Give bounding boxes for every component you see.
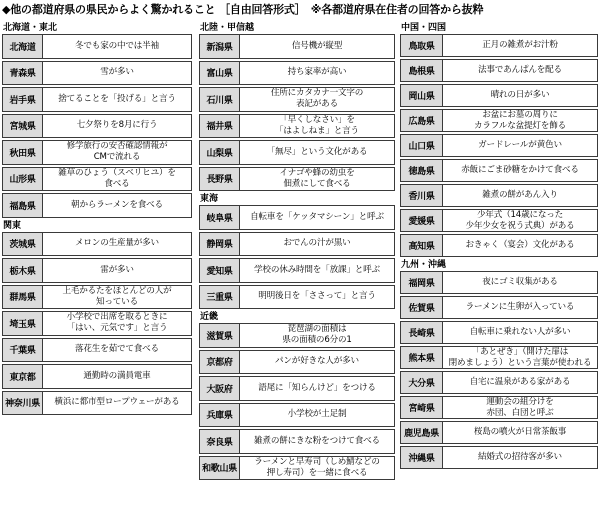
prefecture-label: 佐賀県 [401,297,443,318]
answer-text: イナゴや蜂の幼虫を 佃煮にして食べる [279,167,355,189]
prefecture-label: 鳥取県 [401,35,443,56]
region-heading: 近畿 [200,312,219,322]
prefecture-label: 徳島県 [401,160,443,181]
prefecture-label: 沖縄県 [401,447,443,468]
answer-text: 捨てることを「投げる」と言う [58,93,176,104]
answer-text: 桜島の噴火が日常茶飯事 [473,427,567,437]
answer-text: 雪が多い [100,67,134,78]
prefecture-label: 山梨県 [200,141,240,164]
table-row [400,421,598,444]
answer-text: 琵琶湖の面積は 県の面積の6分の1 [282,324,352,346]
table-row [2,193,192,218]
column-2 [199,22,395,482]
prefecture-label: 秋田県 [3,141,43,164]
answer-text: ラーメンと早寿司（しめ鯖などの 押し寿司）を一緒に食べる [254,456,380,478]
page-title: ◆他の都道府県の県民からよく驚かれること ［自由回答形式］ ※各都道府県在住者の回答から抜粋 [2,3,484,16]
answer-text: 信号機が縦型 [291,40,343,51]
table-row [400,271,598,294]
prefecture-label: 宮城県 [3,115,43,138]
answer-text: 雷が多い [100,264,134,275]
answer-text: 学校の休み時間を「放課」と呼ぶ [254,264,380,275]
table-row [400,321,598,344]
table-row [400,59,598,82]
answer-text: 落花生を茹でて食べる [75,344,159,355]
prefecture-label: 長崎県 [401,322,443,343]
table-row [400,109,598,132]
table-row [2,61,192,86]
table-row [2,232,192,257]
prefecture-label: 栃木県 [3,259,43,282]
answer-text: パンが好きな人が多い [275,356,359,367]
table-row [199,34,395,59]
table-row [199,429,395,454]
prefecture-label: 東京都 [3,365,43,388]
table-row [400,371,598,394]
prefecture-label: 和歌山県 [200,457,240,480]
answer-text: 夜にゴミ収集がある [482,277,558,287]
table-row [2,34,192,59]
table-row [199,323,395,348]
prefecture-label: 岡山県 [401,85,443,106]
table-row [199,61,395,86]
answer-text: 結婚式の招待客が多い [478,452,562,462]
table-row [199,376,395,401]
table-row [2,391,192,416]
table-row [400,84,598,107]
prefecture-label: 青森県 [3,62,43,85]
answer-text: 住所にカタカナ一文字の 表記がある [270,88,364,110]
prefecture-label: 大阪府 [200,377,240,400]
table-row [199,403,395,428]
table-row [2,285,192,310]
table-row [400,159,598,182]
table-row [199,167,395,192]
answer-text: 横浜に都市型ロープウェーがある [54,397,180,408]
prefecture-label: 静岡県 [200,233,240,256]
table-row [400,396,598,419]
answer-text: 小学校が土足制 [287,409,347,420]
table-row [400,296,598,319]
prefecture-label: 新潟県 [200,35,240,58]
table-row [199,456,395,481]
table-row [400,134,598,157]
region-heading: 関東 [3,220,22,231]
table-row [199,350,395,375]
region-heading: 中国・四国 [401,23,447,33]
answer-text: 正月の雑煮がお汁粉 [482,40,558,50]
table-row [199,258,395,283]
answer-text: 雑煮の餅にきな粉をつけて食べる [254,435,380,446]
prefecture-label: 千葉県 [3,339,43,362]
region-heading: 東海 [200,194,219,204]
answer-text: 雑草のひょう（スベリヒユ）を 食べる [58,167,176,189]
prefecture-label: 高知県 [401,235,443,256]
answer-text: 雑煮の餅があん入り [482,190,558,200]
table-row [2,338,192,363]
prefecture-label: 奈良県 [200,430,240,453]
prefecture-label: 広島県 [401,110,443,131]
answer-text: お盆にお墓の周りに カラフルな盆提灯を飾る [474,109,566,131]
column-3 [400,22,598,471]
prefecture-label: 島根県 [401,60,443,81]
answer-text: 「無尽」という文化がある [266,146,368,157]
answer-text: 朝からラーメンを食べる [71,199,163,210]
table-row [199,140,395,165]
answer-text: 語尾に「知らんけど」をつける [258,382,376,393]
prefecture-label: 香川県 [401,185,443,206]
answer-text: 晴れの日が多い [490,90,550,100]
prefecture-label: 福井県 [200,115,240,138]
answer-text: 「早くしなさい」を 「はよしねま」と言う [275,114,359,136]
answer-text: 持ち家率が高い [287,67,347,78]
answer-text: 七夕祭りを8月に行う [76,120,158,131]
table-row [2,364,192,389]
table-row [400,209,598,232]
column-1 [2,22,192,417]
table-row [2,167,192,192]
prefecture-label: 愛知県 [200,259,240,282]
answer-text: おでんの汁が黒い [283,238,351,249]
prefecture-label: 山口県 [401,135,443,156]
region-heading: 九州・沖縄 [401,260,447,270]
prefecture-label: 長野県 [200,168,240,191]
answer-text: 赤飯にごま砂糖をかけて食べる [461,165,579,175]
answer-text: 冬でも家の中では半袖 [75,40,159,51]
answer-text: 小学校で出席を取るときに 「はい、元気です」と言う [66,312,168,334]
answer-text: 運動会の組分けを 赤団、白団と呼ぶ [486,396,554,418]
table-row [400,184,598,207]
table-row [199,285,395,310]
answer-text: 「あとぜき」（開けた扉は 閉めましょう）という言葉が使われる [448,346,592,368]
answer-text: 少年式（14歳になった 少年少女を祝う式典）がある [465,209,575,231]
answer-text: 修学旅行の安否確認情報が CMで流れる [66,141,168,163]
table-row [2,114,192,139]
prefecture-label: 大分県 [401,372,443,393]
answer-text: 通勤時の満員電車 [83,370,151,381]
answer-text: 自宅に温泉がある家がある [469,377,571,387]
answer-text: おきゃく（宴会）文化がある [465,240,575,250]
prefecture-label: 埼玉県 [3,312,43,335]
prefecture-label: 神奈川県 [3,392,43,415]
prefecture-label: 滋賀県 [200,324,240,347]
region-heading: 北陸・甲信越 [200,23,255,33]
table-row [199,87,395,112]
table-row [2,311,192,336]
prefecture-label: 富山県 [200,62,240,85]
prefecture-label: 兵庫県 [200,404,240,427]
answer-text: メロンの生産量が多い [75,238,159,249]
prefecture-label: 福島県 [3,194,43,217]
table-row [400,446,598,469]
prefecture-label: 三重県 [200,286,240,309]
table-row [400,346,598,369]
answer-text: 上毛かるたをほとんどの人が 知っている [62,285,172,307]
prefecture-label: 京都府 [200,351,240,374]
prefecture-label: 愛媛県 [401,210,443,231]
region-heading: 北海道・東北 [3,23,58,33]
answer-text: 法事であんぱんを配る [478,65,562,75]
table-row [199,114,395,139]
table-row [2,87,192,112]
prefecture-label: 石川県 [200,88,240,111]
table-row [400,34,598,57]
prefecture-label: 岐阜県 [200,206,240,229]
prefecture-label: 福岡県 [401,272,443,293]
answer-text: 自転車に乗れない人が多い [469,327,571,337]
table-row [2,140,192,165]
prefecture-label: 岩手県 [3,88,43,111]
table-row [2,258,192,283]
table-row [400,234,598,257]
answer-text: 自転車を「ケッタマシーン」と呼ぶ [250,211,384,222]
prefecture-label: 熊本県 [401,347,443,368]
answer-text: ガードレールが黄色い [478,140,562,150]
table-row [199,205,395,230]
table-row [199,232,395,257]
answer-text: 明明後日を「ささって」と言う [258,291,376,302]
answer-text: ラーメンに生卵が入っている [465,302,575,312]
prefecture-label: 宮崎県 [401,397,443,418]
prefecture-label: 鹿児島県 [401,422,443,443]
prefecture-label: 茨城県 [3,233,43,256]
prefecture-label: 山形県 [3,168,43,191]
prefecture-label: 群馬県 [3,286,43,309]
prefecture-label: 北海道 [3,35,43,58]
